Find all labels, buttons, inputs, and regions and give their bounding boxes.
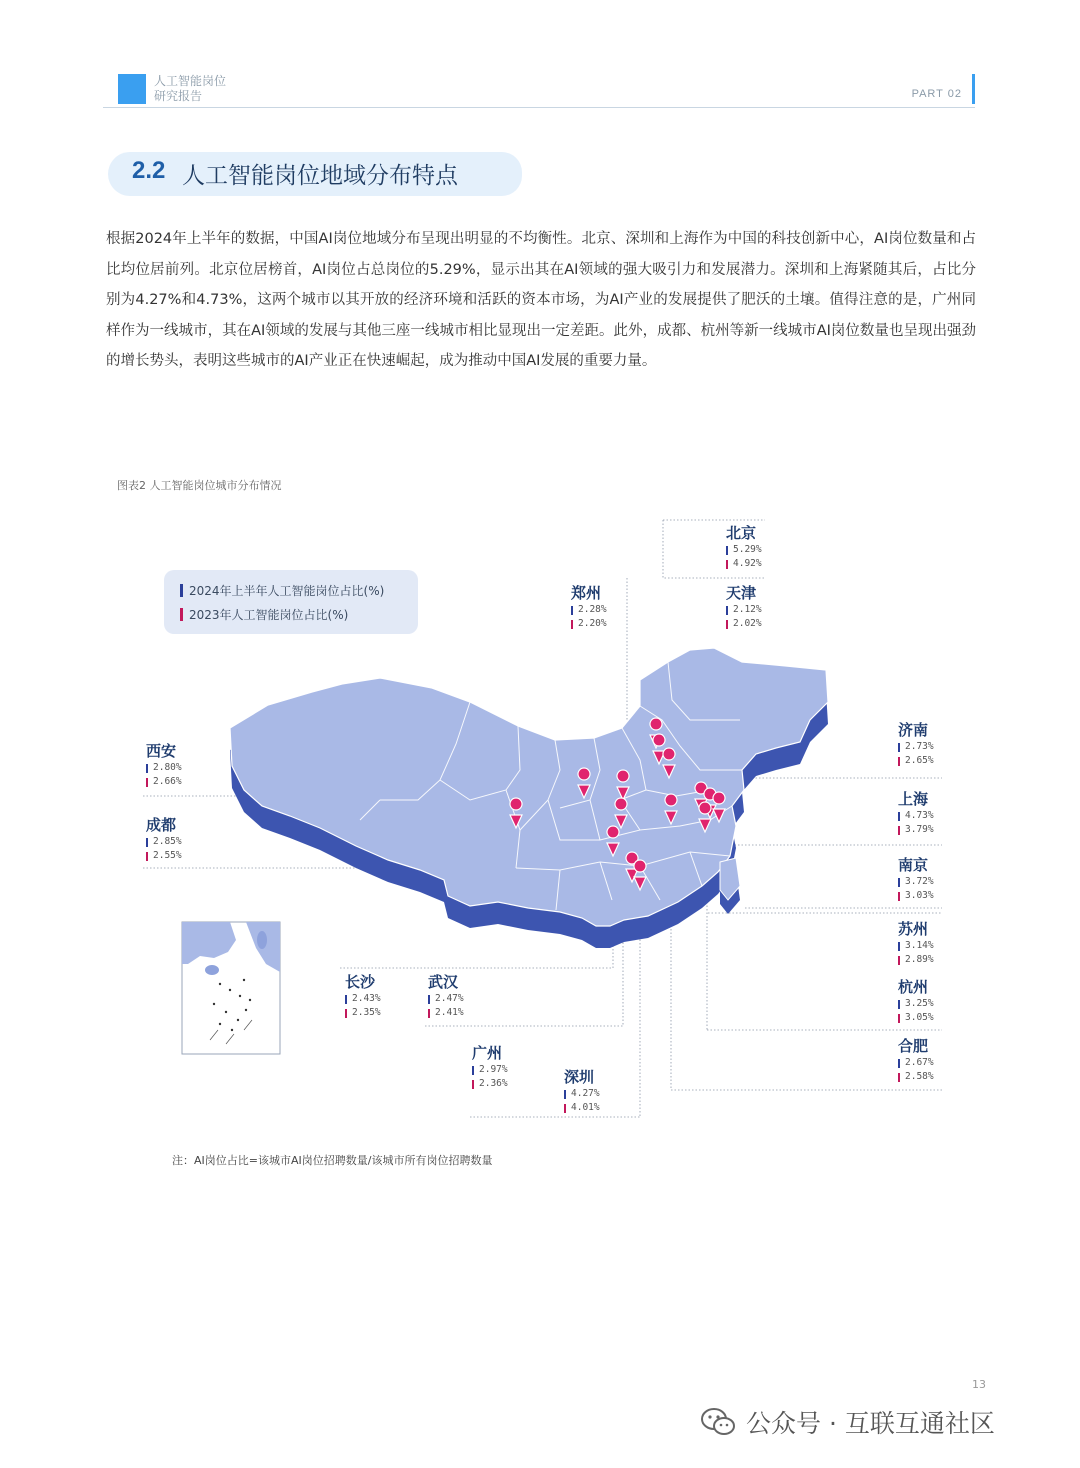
section-title: 人工智能岗位地域分布特点: [182, 163, 458, 189]
city-value-2024: 2.80%: [146, 761, 182, 775]
city-value-2023: 2.41%: [428, 1006, 464, 1020]
city-value-2023: 2.20%: [571, 617, 607, 631]
legend-item-2024: [180, 582, 384, 599]
city-label-nanjing: [898, 856, 934, 903]
city-name: 北京: [726, 524, 757, 542]
city-value-2023: 3.03%: [898, 889, 934, 903]
city-value-2023: 2.02%: [726, 617, 762, 631]
wechat-icon: [700, 1407, 736, 1437]
city-value-2024: 5.29%: [726, 543, 762, 557]
city-label-shanghai: [898, 790, 934, 837]
city-value-2023: 4.01%: [564, 1101, 600, 1115]
city-value-2024: 2.73%: [898, 740, 934, 754]
city-value-2024: 2.43%: [345, 992, 381, 1006]
section-number: 2.2: [132, 157, 166, 184]
city-value-2024: 4.73%: [898, 809, 934, 823]
city-value-2024: 2.47%: [428, 992, 464, 1006]
legend-item-2023: [180, 606, 348, 623]
map-top-surface: [230, 648, 828, 926]
watermark-text: 公众号 · 互联互通社区: [746, 1409, 995, 1438]
city-name: 西安: [146, 742, 177, 760]
city-name: 天津: [726, 584, 757, 602]
city-value-2023: 2.58%: [898, 1070, 934, 1084]
city-label-guangzhou: [472, 1044, 508, 1091]
city-name: 成都: [146, 816, 177, 834]
legend-swatch-2024: [180, 584, 183, 597]
city-label-hefei: [898, 1037, 934, 1084]
city-label-tianjin: [726, 584, 762, 631]
figure-caption: 图表2 人工智能岗位城市分布情况: [117, 479, 282, 492]
city-label-hangzhou: [898, 978, 934, 1025]
city-value-2023: 2.36%: [472, 1077, 508, 1091]
city-value-2023: 3.05%: [898, 1011, 934, 1025]
report-title-line2: 研究报告: [154, 89, 203, 103]
city-value-2024: 4.27%: [564, 1087, 600, 1101]
city-label-xian: [146, 742, 182, 789]
city-value-2024: 2.12%: [726, 603, 762, 617]
city-label-shenzhen: [564, 1068, 600, 1115]
city-label-wuhan: [428, 973, 464, 1020]
city-name: 郑州: [571, 584, 602, 602]
city-name: 深圳: [564, 1068, 595, 1086]
city-label-beijing: [726, 524, 762, 571]
city-value-2023: 4.92%: [726, 557, 762, 571]
city-value-2023: 3.79%: [898, 823, 934, 837]
city-name: 杭州: [898, 978, 929, 996]
city-label-changsha: [345, 973, 381, 1020]
city-label-zhengzhou: [571, 584, 607, 631]
city-name: 合肥: [898, 1037, 929, 1055]
city-value-2024: 3.72%: [898, 875, 934, 889]
city-value-2024: 2.85%: [146, 835, 182, 849]
city-label-suzhou: [898, 920, 934, 967]
report-title-line1: 人工智能岗位: [154, 74, 227, 88]
city-value-2023: 2.35%: [345, 1006, 381, 1020]
part-label: PART 02: [911, 88, 962, 100]
city-label-chengdu: [146, 816, 182, 863]
city-value-2023: 2.66%: [146, 775, 182, 789]
city-value-2023: 2.89%: [898, 953, 934, 967]
legend-label-2024: 2024年上半年人工智能岗位占比(%): [189, 584, 385, 598]
city-value-2024: 2.97%: [472, 1063, 508, 1077]
legend-swatch-2023: [180, 608, 183, 621]
page-number: 13: [972, 1378, 986, 1391]
city-value-2023: 2.55%: [146, 849, 182, 863]
city-name: 长沙: [345, 973, 376, 991]
legend-label-2023: 2023年人工智能岗位占比(%): [189, 608, 349, 622]
south-china-sea-inset: [182, 922, 280, 1054]
city-name: 上海: [898, 790, 929, 808]
city-label-jinan: [898, 721, 934, 768]
city-value-2024: 3.25%: [898, 997, 934, 1011]
city-value-2024: 2.67%: [898, 1056, 934, 1070]
body-paragraph: 根据2024年上半年的数据，中国AI岗位地域分布呈现出明显的不均衡性。北京、深圳和上海作为中国的科技创新中心，AI岗位数量和占比均位居前列。北京位居榜首，AI岗位占总岗位的5.29%，显示出其在AI领域的强大吸引力和发展潜力。深圳和上海紧随其后，占比分别为4.27%和4.73%，这两个城市以其开放的经济环境和活跃的资本市场，为AI产业的发展提供了肥沃的土壤。值得注意的是，广州同样作为一线城市，其在AI领域的发展与其他三座一线城市相比显现出一定差距。此外，成都、杭州等新一线城市AI岗位数量也呈现出强劲的增长势头，表明这些城市的AI产业正在快速崛起，成为推动中国AI发展的重要力量。: [106, 231, 976, 369]
city-name: 苏州: [898, 920, 929, 938]
chart-legend: [164, 570, 418, 634]
city-name: 广州: [472, 1044, 503, 1062]
city-value-2023: 2.65%: [898, 754, 934, 768]
watermark: [700, 1404, 995, 1440]
city-name: 武汉: [428, 973, 459, 991]
figure-note: 注：AI岗位占比=该城市AI岗位招聘数量/该城市所有岗位招聘数量: [172, 1154, 493, 1167]
city-name: 南京: [898, 856, 929, 874]
city-name: 济南: [898, 721, 929, 739]
city-value-2024: 2.28%: [571, 603, 607, 617]
city-value-2024: 3.14%: [898, 939, 934, 953]
